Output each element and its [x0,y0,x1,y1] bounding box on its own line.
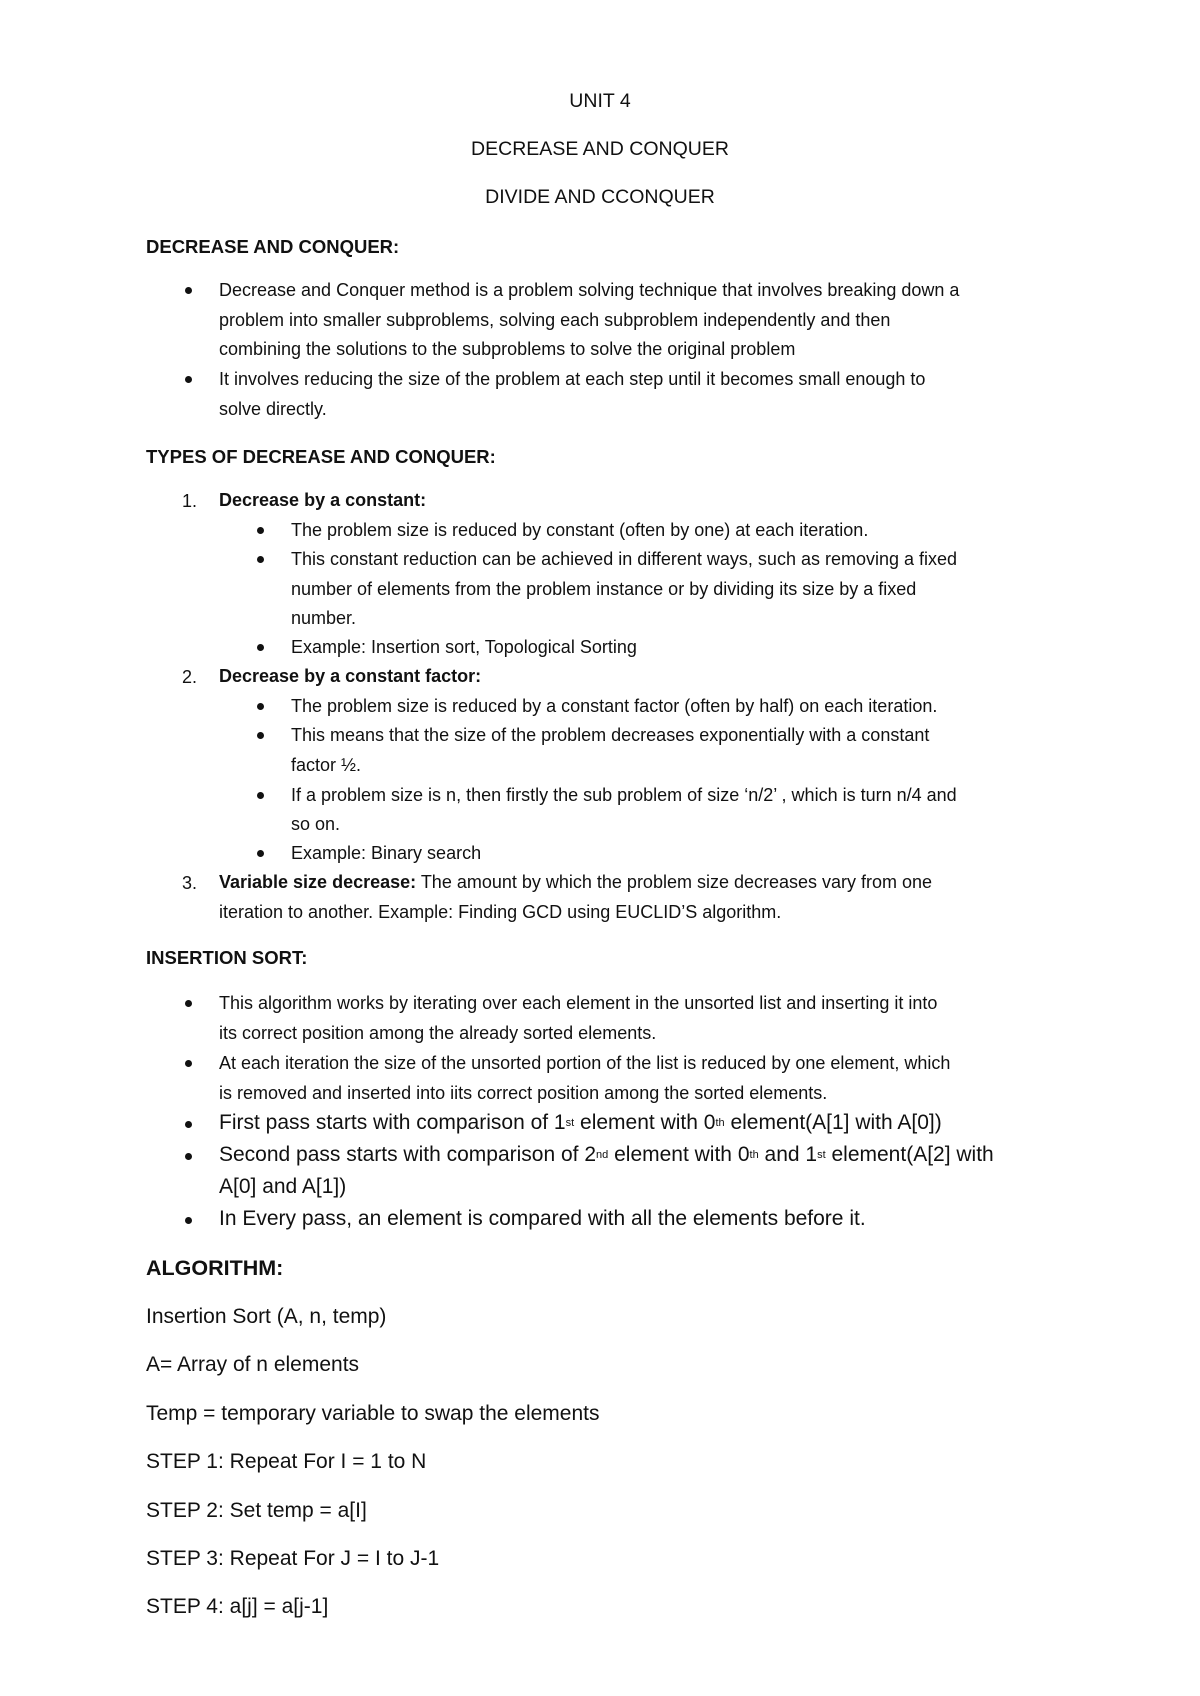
paragraph-line: is removed and inserted into iits correct position among the sorted elements. [219,1083,828,1103]
title-unit: UNIT 4 [569,90,631,112]
algorithm-line: STEP 4: a[j] = a[j-1] [146,1595,329,1618]
paragraph-text: element with 0 [608,1143,750,1166]
paragraph-line [219,1143,994,1167]
paragraph-text: element(A[1] with A[0]) [724,1111,942,1134]
bullet-dot [257,792,264,799]
paragraph-text: First pass starts with comparison of 1 [219,1111,566,1134]
paragraph-line: At each iteration the size of the unsorted portion of the list is reduced by one element, which [219,1053,951,1073]
algorithm-line: STEP 1: Repeat For I = 1 to N [146,1450,427,1473]
bullet-dot [185,287,192,294]
bullet-dot [257,732,264,739]
paragraph-line: Decrease and Conquer method is a problem solving technique that involves breaking down a [219,280,960,300]
paragraph-line: This constant reduction can be achieved in different ways, such as removing a fixed [291,549,958,569]
paragraph-line: It involves reducing the size of the problem at each step until it becomes small enough to [219,369,926,389]
superscript: th [715,1117,725,1129]
paragraph-line: number. [291,608,357,628]
paragraph-line: The problem size is reduced by a constant factor (often by half) on each iteration. [291,696,938,716]
paragraph-line: problem into smaller subproblems, solving each subproblem independently and then [219,310,891,330]
section-heading-algorithm: ALGORITHM: [146,1256,284,1280]
paragraph-text: and 1 [758,1143,818,1166]
type-title-variable: Variable size decrease: [219,872,417,892]
bullet-dot [257,850,264,857]
bullet-dot [257,556,264,563]
paragraph-line: Example: Binary search [291,843,482,863]
paragraph-text: element(A[2] with [825,1143,994,1166]
bullet-dot [185,1217,192,1224]
algorithm-line: A= Array of n elements [146,1353,360,1376]
algorithm-line: Temp = temporary variable to swap the elements [146,1402,600,1425]
bullet-dot [257,527,264,534]
type-title-constant: Decrease by a constant: [219,490,427,510]
superscript: st [565,1117,575,1129]
paragraph-text: element with 0 [574,1111,716,1134]
superscript: th [749,1149,759,1161]
algorithm-line: STEP 2: Set temp = a[I] [146,1499,367,1522]
paragraph-line: This algorithm works by iterating over each element in the unsorted list and inserting it into [219,993,938,1013]
paragraph-line: so on. [291,814,341,834]
paragraph-line: solve directly. [219,399,327,419]
superscript: nd [596,1149,609,1161]
list-number: 3. [182,873,198,893]
section-heading-types: TYPES OF DECREASE AND CONQUER: [146,446,496,467]
paragraph-line: If a problem size is n, then firstly the sub problem of size ‘n/2’ , which is turn n/4 and [291,785,957,805]
bullet-dot [185,1153,192,1160]
paragraph-line: This means that the size of the problem decreases exponentially with a constant [291,725,930,745]
paragraph-line: iteration to another. Example: Finding GCD using EUCLID’S algorithm. [219,902,782,922]
title-decrease-and-conquer: DECREASE AND CONQUER [471,138,729,160]
paragraph-line: combining the solutions to the subproblems to solve the original problem [219,339,796,359]
list-number: 1. [182,491,198,511]
bullet-dot [185,1000,192,1007]
list-number: 2. [182,667,198,687]
section-heading-insertion-sort: INSERTION SORT: [146,947,308,968]
paragraph-line: Example: Insertion sort, Topological Sorting [291,637,637,657]
bullet-dot [185,1060,192,1067]
paragraph-text: Second pass starts with comparison of 2 [219,1143,597,1166]
section-heading-decrease-and-conquer: DECREASE AND CONQUER: [146,236,400,257]
paragraph-line: its correct position among the already sorted elements. [219,1023,657,1043]
paragraph-line: number of elements from the problem instance or by dividing its size by a fixed [291,579,917,599]
bullet-dot [185,376,192,383]
algorithm-line: STEP 3: Repeat For J = I to J-1 [146,1547,440,1570]
superscript: st [817,1149,826,1161]
paragraph-line: A[0] and A[1]) [219,1175,347,1198]
paragraph-line: In Every pass, an element is compared with all the elements before it. [219,1207,866,1230]
title-divide-and-conquer: DIVIDE AND CCONQUER [485,186,715,208]
type-title-constant-factor: Decrease by a constant factor: [219,666,482,686]
paragraph-line [219,1111,942,1135]
bullet-dot [257,644,264,651]
paragraph-line [219,872,932,893]
paragraph-text: The amount by which the problem size decreases vary from one [416,872,933,892]
paragraph-line: The problem size is reduced by constant (often by one) at each iteration. [291,520,869,540]
algorithm-line: Insertion Sort (A, n, temp) [146,1305,387,1328]
bullet-dot [257,703,264,710]
paragraph-line: factor ½. [291,755,362,775]
bullet-dot [185,1121,192,1128]
